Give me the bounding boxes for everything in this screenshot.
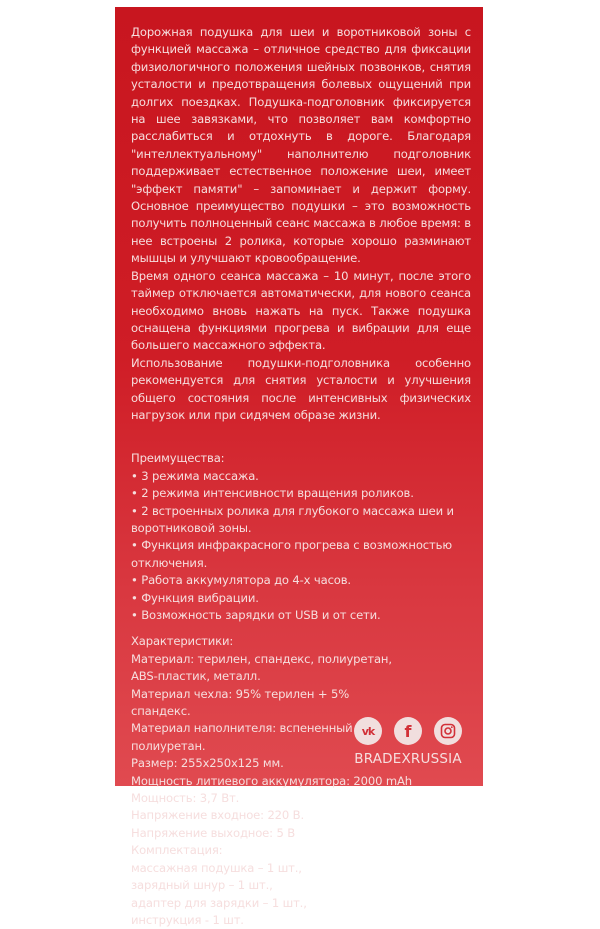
advantage-item: • Функция инфракрасного прогрева с возможностью отключения.	[131, 538, 452, 570]
description-paragraph-1: Дорожная подушка для шеи и воротниковой зоны с функцией массажа – отличное средство для фиксации физиологичного положения шейных позвонков, снятия усталости и предотвращения болевых ощущений при долгих поездках. Подушка-подголовник фиксируется на шее завязками, что позволяет вам комфортно расслабиться и отдохнуть в дороге. Благодаря "интеллектуальному" наполнителю подголовник поддерживает естественное положение шеи, имеет "эффект памяти" – запоминает и держит форму. Основное преимущество подушки – это возможность получить полноценный сеанс массажа в любое время: в нее встроены 2 ролика, которые хорошо разминают мышцы и улучшают кровообращение.	[131, 25, 471, 266]
brand-name: BRADEXRUSSIA	[354, 751, 462, 767]
spec-item: Напряжение входное: 220 В.	[131, 808, 305, 823]
spec-item: Материал наполнителя: вспененный полиуретан.	[131, 721, 353, 753]
spec-item: Мощность литиевого аккумулятора: 2000 mAh	[131, 773, 412, 788]
spec-item: Напряжение выходное: 5 В	[131, 825, 296, 840]
advantage-item: • 3 режима массажа.	[131, 468, 259, 483]
advantage-item: • Функция вибрации.	[131, 590, 259, 605]
specs-title: Характеристики:	[131, 634, 234, 649]
advantage-item: • 2 встроенных ролика для глубокого массажа шеи и воротниковой зоны.	[131, 503, 454, 535]
advantages-list	[131, 468, 471, 625]
description-text	[131, 24, 471, 929]
package-item: инструкция - 1 шт.	[131, 912, 244, 927]
instagram-icon	[434, 717, 462, 745]
facebook-icon: f	[394, 717, 422, 745]
spec-item: Материал: терилен, спандекс, полиуретан, ABS-пластик, металл.	[131, 651, 392, 684]
spec-item: Размер: 255х250х125 мм.	[131, 756, 284, 771]
advantage-item: • Работа аккумулятора до 4-х часов.	[131, 573, 351, 588]
advantages-title: Преимущества:	[131, 451, 225, 466]
social-block	[348, 717, 468, 767]
product-box-panel	[115, 7, 483, 927]
package-list	[131, 860, 471, 929]
spec-item: Материал чехла: 95% терилен + 5% спандекс.	[131, 686, 350, 719]
description-paragraph-2: Время одного сеанса массажа – 10 минут, после этого таймер отключается автоматически, для нового сеанса необходимо вновь нажать на пуск. Также подушка оснащена функциями прогрева и вибрации для еще большего массажного эффекта.	[131, 268, 471, 353]
vk-icon: vk	[354, 717, 382, 745]
package-item: адаптер для зарядки – 1 шт.,	[131, 895, 307, 910]
spec-item: Мощность: 3,7 Вт.	[131, 791, 240, 806]
package-item: массажная подушка – 1 шт.,	[131, 860, 302, 875]
advantage-item: • 2 режима интенсивности вращения роликов.	[131, 486, 414, 501]
advantage-item: • Возможность зарядки от USB и от сети.	[131, 608, 381, 622]
package-title: Комплектация:	[131, 843, 223, 858]
description-paragraph-3: Использование подушки-подголовника особенно рекомендуется для снятия усталости и улучшения общего состояния после интенсивных физических нагрузок или при сидячем образе жизни.	[131, 355, 471, 422]
package-item: зарядный шнур – 1 шт.,	[131, 878, 273, 893]
